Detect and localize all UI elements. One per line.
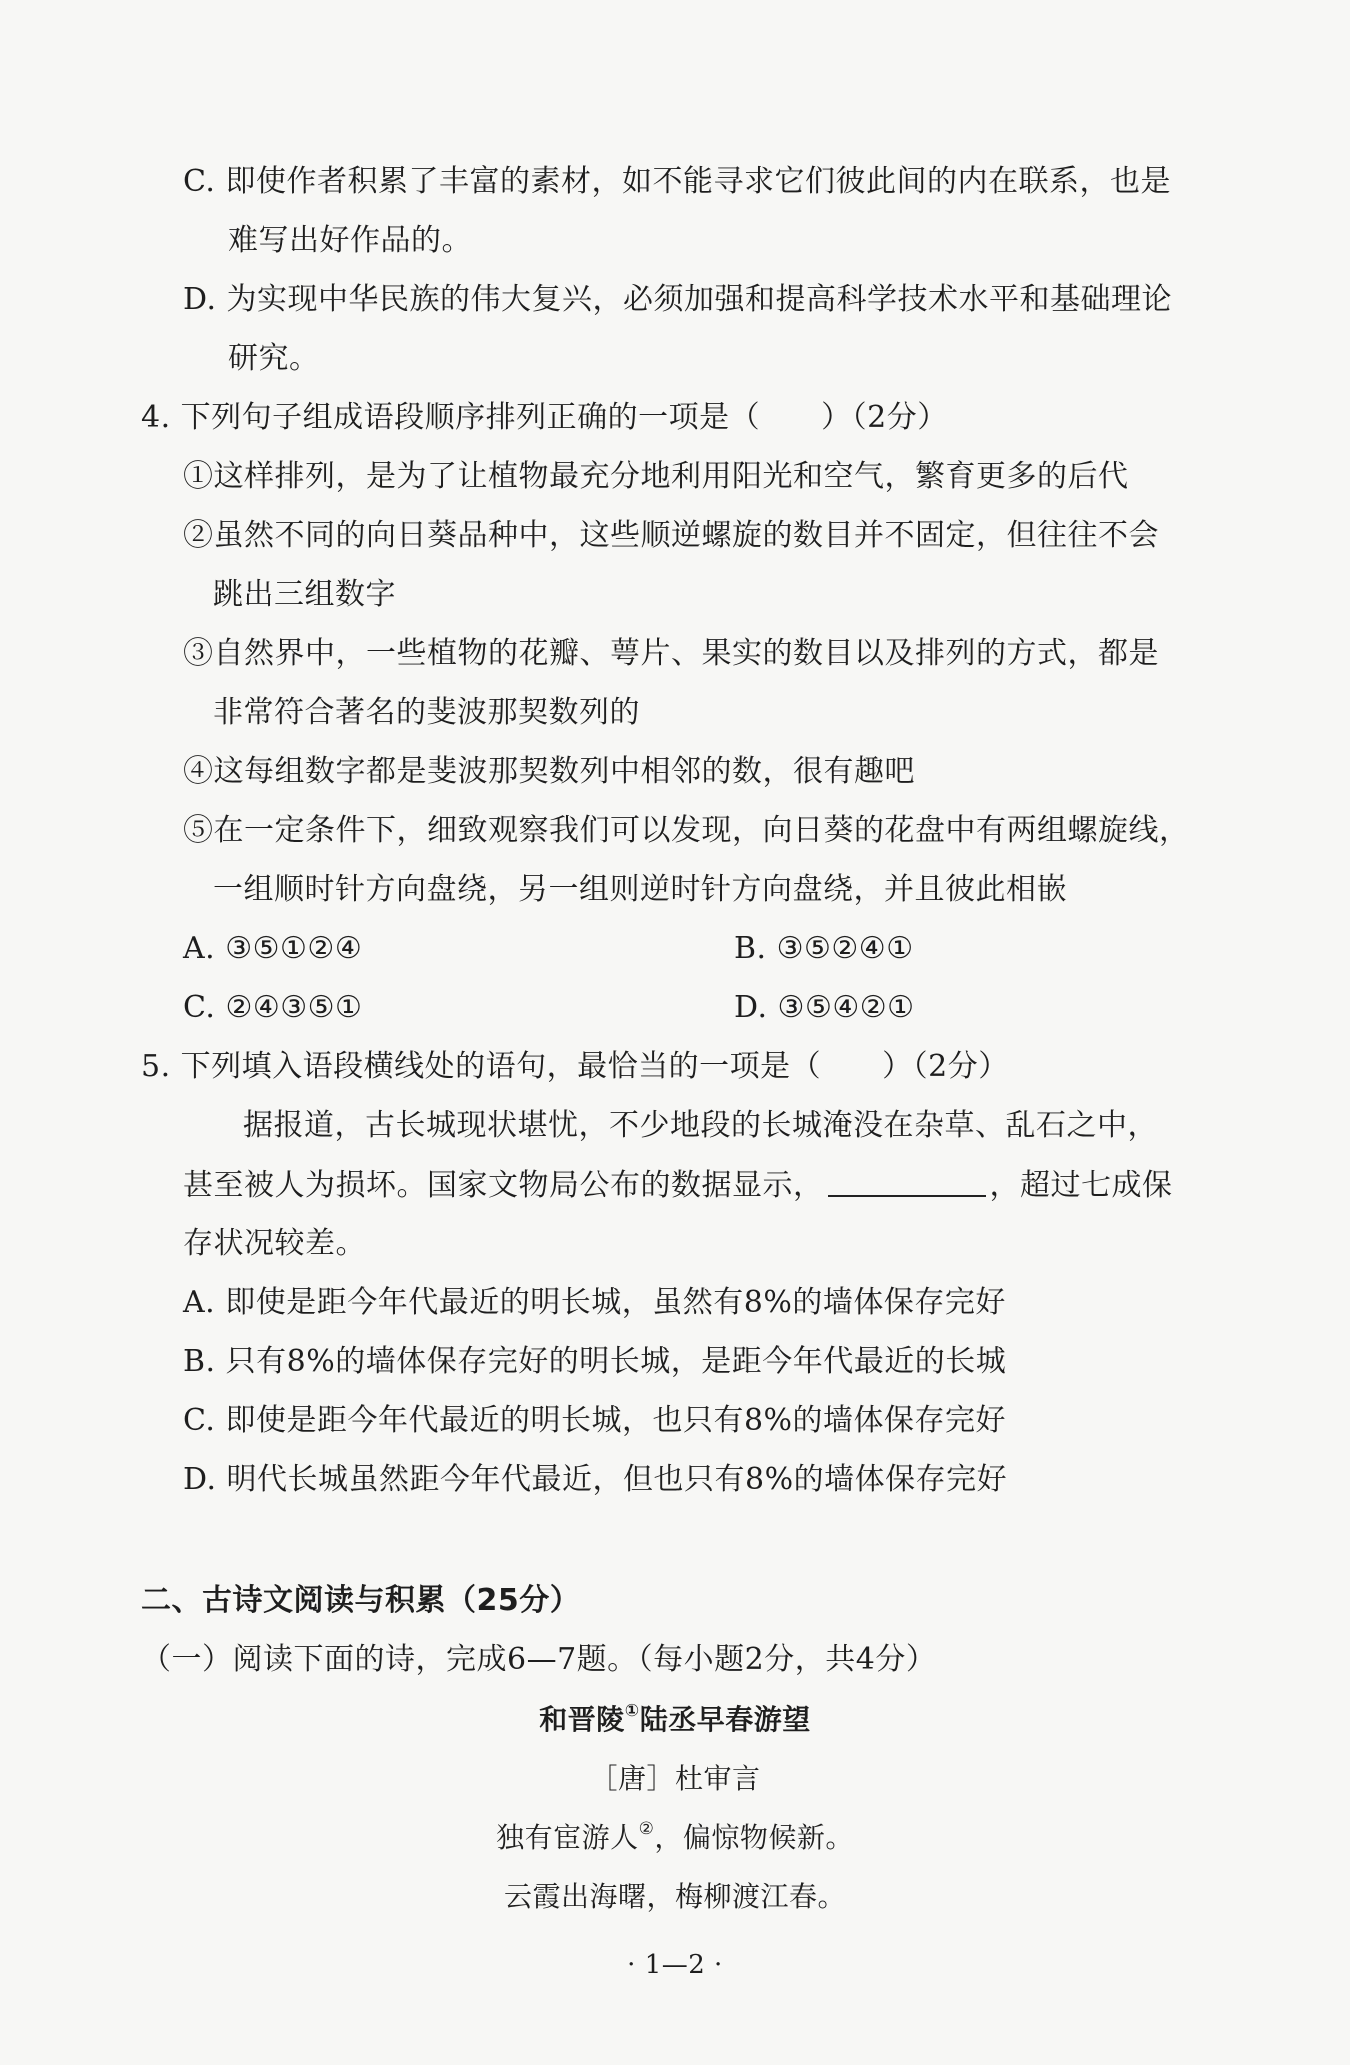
page-number: · 1—2 ·	[627, 1950, 723, 1980]
poem-line-1-part1: 独有宦游人	[496, 1821, 639, 1854]
q3-option-c-line1: C. 即使作者积累了丰富的素材，如不能寻求它们彼此间的内在联系，也是	[183, 164, 1171, 199]
q5-option-c: C. 即使是距今年代最近的明长城，也只有8%的墙体保存完好	[183, 1403, 1007, 1438]
q5-passage-line1: 据报道，古长城现状堪忧，不少地段的长城淹没在杂草、乱石之中，	[243, 1108, 1158, 1143]
q5-passage-line2-after: ，超过七成保	[989, 1168, 1173, 1203]
q3-option-d-line2: 研究。	[228, 341, 320, 376]
q4-sentence-2-line1: ②虽然不同的向日葵品种中，这些顺逆螺旋的数目并不固定，但往往不会	[183, 518, 1159, 553]
poem-title-part1: 和晋陵	[539, 1703, 625, 1736]
q5-passage-line2-before: 甚至被人为损坏。国家文物局公布的数据显示，	[183, 1168, 824, 1203]
poem-line-2: 云霞出海曙，梅柳渡江春。	[503, 1880, 846, 1913]
q4-option-c: C. ②④③⑤①	[183, 990, 363, 1025]
poem-title-part2: 陆丞早春游望	[639, 1703, 811, 1736]
q5-option-b: B. 只有8%的墙体保存完好的明长城，是距今年代最近的长城	[183, 1344, 1007, 1379]
q4-stem: 4. 下列句子组成语段顺序排列正确的一项是（ ）（2分）	[141, 400, 948, 435]
fill-in-blank	[828, 1165, 986, 1197]
q5-option-d: D. 明代长城虽然距今年代最近，但也只有8%的墙体保存完好	[183, 1462, 1008, 1497]
q4-sentence-3-line1: ③自然界中，一些植物的花瓣、萼片、果实的数目以及排列的方式，都是	[183, 636, 1159, 671]
q4-sentence-1: ①这样排列，是为了让植物最充分地利用阳光和空气，繁育更多的后代	[183, 459, 1129, 494]
poem-title	[0, 1700, 1350, 1740]
q4-sentence-2-line2: 跳出三组数字	[213, 577, 396, 612]
q3-option-d-line1: D. 为实现中华民族的伟大复兴，必须加强和提高科学技术水平和基础理论	[183, 282, 1173, 317]
q3-option-c-line2: 难写出好作品的。	[228, 223, 472, 258]
q4-sentence-5-line2: 一组顺时针方向盘绕，另一组则逆时针方向盘绕，并且彼此相嵌	[213, 872, 1067, 907]
footnote-marker-2: ②	[638, 1819, 655, 1839]
q5-stem: 5. 下列填入语段横线处的语句，最恰当的一项是（ ）（2分）	[141, 1049, 1009, 1084]
q4-option-b: B. ③⑤②④①	[734, 931, 914, 966]
poem-author: ［唐］杜审言	[589, 1762, 761, 1795]
q4-option-a: A. ③⑤①②④	[183, 931, 363, 966]
q4-sentence-3-line2: 非常符合著名的斐波那契数列的	[213, 695, 640, 730]
q5-passage-line2	[183, 1165, 1173, 1206]
section-2-sub-heading: （一）阅读下面的诗，完成6—7题。（每小题2分，共4分）	[141, 1642, 937, 1677]
footnote-marker-1: ①	[624, 1701, 640, 1721]
poem-line-1-part2: ，偏惊物候新。	[654, 1821, 854, 1854]
q5-option-a: A. 即使是距今年代最近的明长城，虽然有8%的墙体保存完好	[183, 1285, 1006, 1320]
q4-sentence-4: ④这每组数字都是斐波那契数列中相邻的数，很有趣吧	[183, 754, 915, 789]
section-2-heading: 二、古诗文阅读与积累（25分）	[141, 1583, 581, 1618]
q4-sentence-5-line1: ⑤在一定条件下，细致观察我们可以发现，向日葵的花盘中有两组螺旋线，	[183, 813, 1190, 848]
poem-line-1	[0, 1818, 1350, 1858]
q5-passage-line3: 存状况较差。	[183, 1226, 366, 1261]
q4-option-d: D. ③⑤④②①	[734, 990, 915, 1025]
